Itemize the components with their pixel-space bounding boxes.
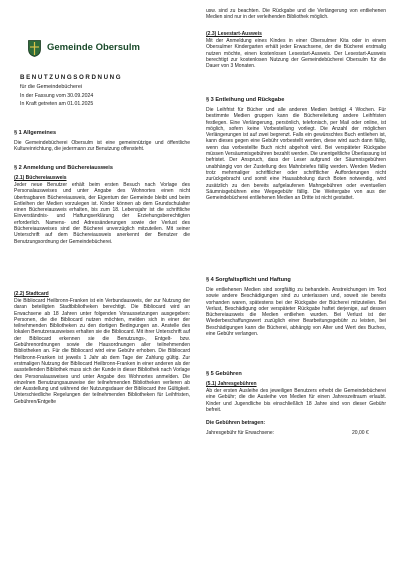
section-2-1-text: Jeder neue Benutzer erhält beim ersten Besuch nach Vorlage des Personalausweises und unter Angabe des Wohnortes einen nicht übertragbaren Büchereiausweis, der Eigentum der Gemeinde bleibt und beim Entleihen der Medien vorzulegen ist. Kinder können ab dem Grundschulalter einen Büchereiausweis erhalten, bis zum 18. Lebensjahr ist die schriftliche Einverständnis- und Haftungserklärung der Erziehungsberechtigten erforderlich. Namens- und Adressänderungen sowie der Verlust des Büchereiausweises sind der Bücherei unverzüglich mitzuteilen. Mit seiner Unterschrift auf dem Büchereiausweis anerkennt der Benutzer die Benutzungsordnung der Gemeindebücherei. xyxy=(14,182,190,245)
coat-of-arms-icon xyxy=(28,40,41,57)
document-title: BENUTZUNGSORDNUNG xyxy=(20,74,123,81)
version-date: In der Fassung vom 30.09.2024 xyxy=(20,93,94,99)
continued-text: usw. sind zu beachten. Die Rückgabe und die Verlängerung von entliehenen Medien sind nur in der verleihenden Bibliothek möglich. xyxy=(206,8,386,21)
section-4-heading: § 4 Sorgfaltspflicht und Haftung xyxy=(206,277,291,283)
effective-date: In Kraft getreten am 01.01.2025 xyxy=(20,101,94,107)
section-1-text: Die Gemeindebücherei Obersulm ist eine gemeinnützige und öffentliche Kultureinrichtung, die jedermann zur Benutzung offensteht. xyxy=(14,140,190,153)
section-1-heading: § 1 Allgemeines xyxy=(14,130,57,136)
section-4-text: Die entliehenen Medien sind sorgfältig zu behandeln. Anstreichungen im Text sowie andere Beschädigungen sind zu unterlassen und, soweit sie bereits vorhanden waren, spätestens bei der Rückgabe der Bücherei mitzuteilen. Bei Verlust, Beschädigung oder verspäteter Rückgabe haftet derjenige, auf dessen Büchereiausweis die Medien entliehen wurden. Bei Verlust ist der Wiederbeschaffungswert zuzüglich einer Bearbeitungsgebühr zu leisten, bei Beschädigungen kann die Bücherei, abhängig von Alter und Wert des Buches, eine Gebühr verlangen. xyxy=(206,287,386,338)
fee-label: Jahresgebühr für Erwachsene: xyxy=(206,430,275,436)
section-2-2-text: Die Bibliocard Heilbronn-Franken ist ein Verbundausweis, der zur Nutzung der daran beteiligten Stadtbibliotheken berechtigt. Die Bibliocard wird an Erwachsene ab 18 Jahren unter folgenden Voraussetzungen ausgegeben: Personen, die die Bibliocard nutzen möchten, melden sich in einer der teilnehmenden Bibliotheken zu den dortigen Bedingungen an. Anstelle des lokalen Benutzerausweises erhalten sie die Bibliocard. Mit ihrer Unterschrift auf der Bibliocard erkennen sie die Benutzungs-, Entgelt- bzw. Gebührenordnungen sowie die Hausordnungen aller teilnehmenden Bibliotheken an. Für die Bibliocard wird eine Gebühr erhoben. Die Bibliocard Heilbronn-Franken ist jeweils 1 Jahr ab dem Tage der Zahlung gültig. Zur erstmaligen Nutzung der Bibliocard Heilbronn-Franken in einer anderen als der ausstellenden Bibliothek muss sich der Kunde in dieser Bibliothek nach Vorlage des Personalausweises und unter Angabe des Wohnortes anmelden. Die einzelnen Benutzungsausweise der teilnehmenden Bibliotheken verlieren ab der Ausstellung und während der Nutzungsdauer der Bibliocard ihre Gültigkeit. Unterschiedliche Regelungen der teilnehmenden Bibliotheken für Leihfristen, Gebühren/Entgelte xyxy=(14,298,190,405)
logo xyxy=(28,40,178,58)
section-3-text: Die Leihfrist für Bücher und alle anderen Medien beträgt 4 Wochen. Für bestimmte Medien gruppen kann die Büchereileitung andere Leihfristen festlegen. Eine Verlängerung, persönlich, telefonisch, per Mail oder online, ist möglich, sofern keine Vorbestellung vorliegt. Die Anzahl der möglichen Verlängerungen ist auf zwei begrenzt. Falls ein gewünschtes Buch entliehen ist, kann dieses gegen eine Gebühr vorbestellt werden, diese wird auch dann fällig, wenn das vorbestellte Buch nicht abgeholt wird. Bei verspäteter Rückgabe müssen Versäumnisgebühren bezahlt werden. Die unentgeltliche Überlassung ist befristet. Der Anspruch, dass der Leser aufgrund der Säumnisgebühren unabhängig von der Zustellung des Mahnbriefes fällig werden. Werden Medien trotz mehrmaliger schriftlicher oder schriftlicher Aufforderungen nicht zurückgebracht und somit eine Hausabholung durch Boten notwendig, wird zusätzlich zu den bereits aufgelaufenen Mahngebühren oder eventuellen Säumnisgebühren eine Wegegebühr fällig. Die Weitergabe von aus der Gemeindebücherei entliehenen Medien an Dritte ist nicht gestattet. xyxy=(206,107,386,202)
section-2-3-text: Mit der Anmeldung eines Kindes in einer Obersulmer Kita oder in einem Obersulmer Kindergarten erhält jeder Erwachsene, der die Bücherei erstmalig nutzen möchte, einen kostenlosen Lesestart-Ausweis. Der Lesestart-Ausweis berechtigt zur kostenlosen Nutzung der Gemeindebücherei Obersulm für die Dauer von 3 Monaten. xyxy=(206,38,386,70)
section-2-2-heading: (2.2) Stadtcard xyxy=(14,291,49,297)
fees-heading: Die Gebühren betragen: xyxy=(206,420,266,426)
section-5-1-text: Ab der ersten Ausleihe des jeweiligen Benutzers erhebt die Gemeindebücherei eine Gebühr; die die Ausleihe von Medien für einen Jahreszeitraum erlaubt. Kinder und Jugendliche bis einschließlich 18 Jahre sind von dieser Gebühr befreit. xyxy=(206,388,386,413)
fee-amount: 20,00 € xyxy=(352,430,369,436)
document-subtitle: für die Gemeindebücherei xyxy=(20,84,83,90)
section-3-heading: § 3 Entleihung und Rückgabe xyxy=(206,97,285,103)
section-2-3-heading: (2.3) Lesestart-Ausweis xyxy=(206,31,262,37)
section-5-heading: § 5 Gebühren xyxy=(206,371,242,377)
section-2-heading: § 2 Anmeldung und Büchereiausweis xyxy=(14,165,113,171)
brand-name: Gemeinde Obersulm xyxy=(47,42,140,53)
section-5-1-heading: (5.1) Jahresgebühren xyxy=(206,381,257,387)
section-2-1-heading: (2.1) Büchereiausweis xyxy=(14,175,67,181)
